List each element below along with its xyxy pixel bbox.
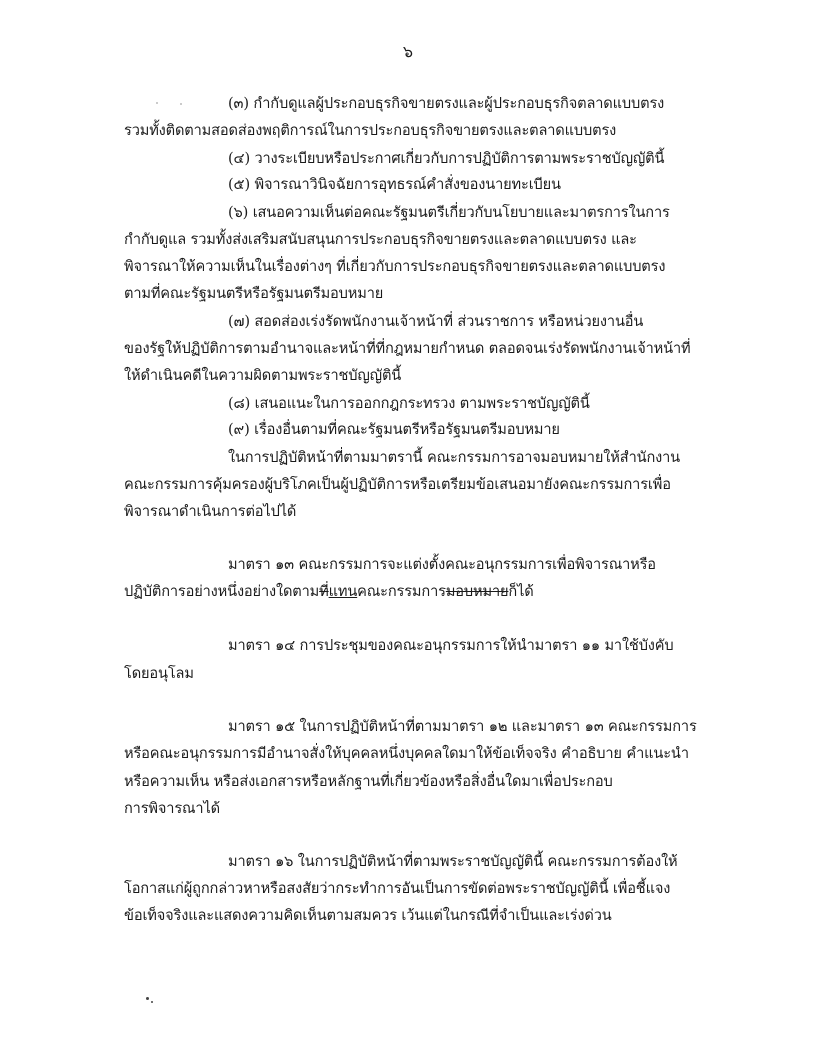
- paragraph-delegation-cont-2: พิจารณาดำเนินการต่อไปได้: [124, 503, 297, 520]
- section-15-cont-2: หรือความเห็น หรือส่งเอกสารหรือหลักฐานที่เกี่ยวข้องหรือสิ่งอื่นใดมาเพื่อประกอบ: [124, 773, 613, 790]
- section-16-cont-1: โอกาสแก่ผู้ถูกกล่าวหาหรือสงสัยว่ากระทำการอันเป็นการขัดต่อพระราชบัญญัตินี้ เพื่อชี้แจง: [124, 880, 671, 897]
- line-item-8: (๘) เสนอแนะในการออกกฎกระทรวง ตามพระราชบัญญัตินี้: [228, 395, 590, 412]
- paragraph-delegation-cont-1: คณะกรรมการคุ้มครองผู้บริโภคเป็นผู้ปฏิบัติการหรือเตรียมข้อเสนอมายังคณะกรรมการเพื่อ: [124, 476, 671, 493]
- paragraph-delegation: ในการปฏิบัติหน้าที่ตามมาตรานี้ คณะกรรมการอาจมอบหมายให้สำนักงาน: [228, 449, 681, 466]
- section-16: มาตรา ๑๖ ในการปฏิบัติหน้าที่ตามพระราชบัญญัตินี้ คณะกรรมการต้องให้: [228, 853, 678, 870]
- line-item-3: (๓) กำกับดูแลผู้ประกอบธุรกิจขายตรงและผู้ประกอบธุรกิจตลาดแบบตรง: [228, 95, 665, 112]
- section-13-text-a: ปฏิบัติการอย่างหนึ่งอย่างใดตาม: [124, 583, 320, 600]
- section-14-cont: โดยอนุโลม: [124, 665, 194, 682]
- scan-speck: [156, 102, 158, 104]
- line-item-7-cont-2: ให้ดำเนินคดีในความผิดตามพระราชบัญญัตินี้: [124, 367, 402, 384]
- line-item-4: (๔) วางระเบียบหรือประกาศเกี่ยวกับการปฏิบัติการตามพระราชบัญญัตินี้: [228, 150, 665, 167]
- section-15-cont-1: หรือคณะอนุกรรมการมีอำนาจสั่งให้บุคคลหนึ่งบุคคลใดมาให้ข้อเท็จจริง คำอธิบาย คำแนะนำ: [124, 745, 689, 762]
- line-item-6-cont-2: พิจารณาให้ความเห็นในเรื่องต่างๆ ที่เกี่ยวกับการประกอบธุรกิจขายตรงและตลาดแบบตรง: [124, 258, 666, 275]
- section-13-text-c: ก็ได้: [508, 583, 534, 600]
- section-15: มาตรา ๑๕ ในการปฏิบัติหน้าที่ตามมาตรา ๑๒ และมาตรา ๑๓ คณะกรรมการ: [228, 718, 697, 735]
- line-item-6-cont-1: กำกับดูแล รวมทั้งส่งเสริมสนับสนุนการประกอบธุรกิจขายตรงและตลาดแบบตรง และ: [124, 231, 637, 248]
- line-item-7-cont-1: ของรัฐให้ปฏิบัติการตามอำนาจและหน้าที่ที่กฎหมายกำหนด ตลอดจนเร่งรัดพนักงานเจ้าหน้าที่: [124, 340, 691, 357]
- line-item-3-cont: รวมทั้งติดตามสอดส่องพฤติการณ์ในการประกอบธุรกิจขายตรงและตลาดแบบตรง: [124, 122, 617, 139]
- line-item-7: (๗) สอดส่องเร่งรัดพนักงานเจ้าหน้าที่ ส่วนราชการ หรือหน่วยงานอื่น: [228, 313, 644, 330]
- line-item-9: (๙) เรื่องอื่นตามที่คณะรัฐมนตรีหรือรัฐมนตรีมอบหมาย: [228, 421, 560, 438]
- section-13-struck-a: ที่: [319, 583, 329, 600]
- section-13: มาตรา ๑๓ คณะกรรมการจะแต่งตั้งคณะอนุกรรมการเพื่อพิจารณาหรือ: [228, 556, 656, 573]
- scan-speck: [151, 1001, 153, 1003]
- section-16-cont-2: ข้อเท็จจริงและแสดงความคิดเห็นตามสมควร เว้นแต่ในกรณีที่จำเป็นและเร่งด่วน: [124, 907, 612, 924]
- section-15-cont-3: การพิจารณาได้: [124, 800, 220, 817]
- section-13-text-b: คณะกรรมการ: [357, 583, 446, 600]
- page-number: ๖: [402, 42, 414, 61]
- section-14: มาตรา ๑๔ การประชุมของคณะอนุกรรมการให้นำมาตรา ๑๑ มาใช้บังคับ: [228, 637, 674, 654]
- line-item-6: (๖) เสนอความเห็นต่อคณะรัฐมนตรีเกี่ยวกับนโยบายและมาตรการในการ: [228, 204, 670, 221]
- section-13-struck-b: มอบหมาย: [445, 583, 509, 600]
- scan-speck: [146, 997, 149, 1000]
- section-13-underlined: แทน: [328, 583, 358, 600]
- scan-speck: [180, 103, 182, 105]
- line-item-6-cont-3: ตามที่คณะรัฐมนตรีหรือรัฐมนตรีมอบหมาย: [124, 285, 384, 302]
- section-13-cont: [124, 583, 534, 601]
- line-item-5: (๕) พิจารณาวินิจฉัยการอุทธรณ์คำสั่งของนายทะเบียน: [228, 176, 561, 193]
